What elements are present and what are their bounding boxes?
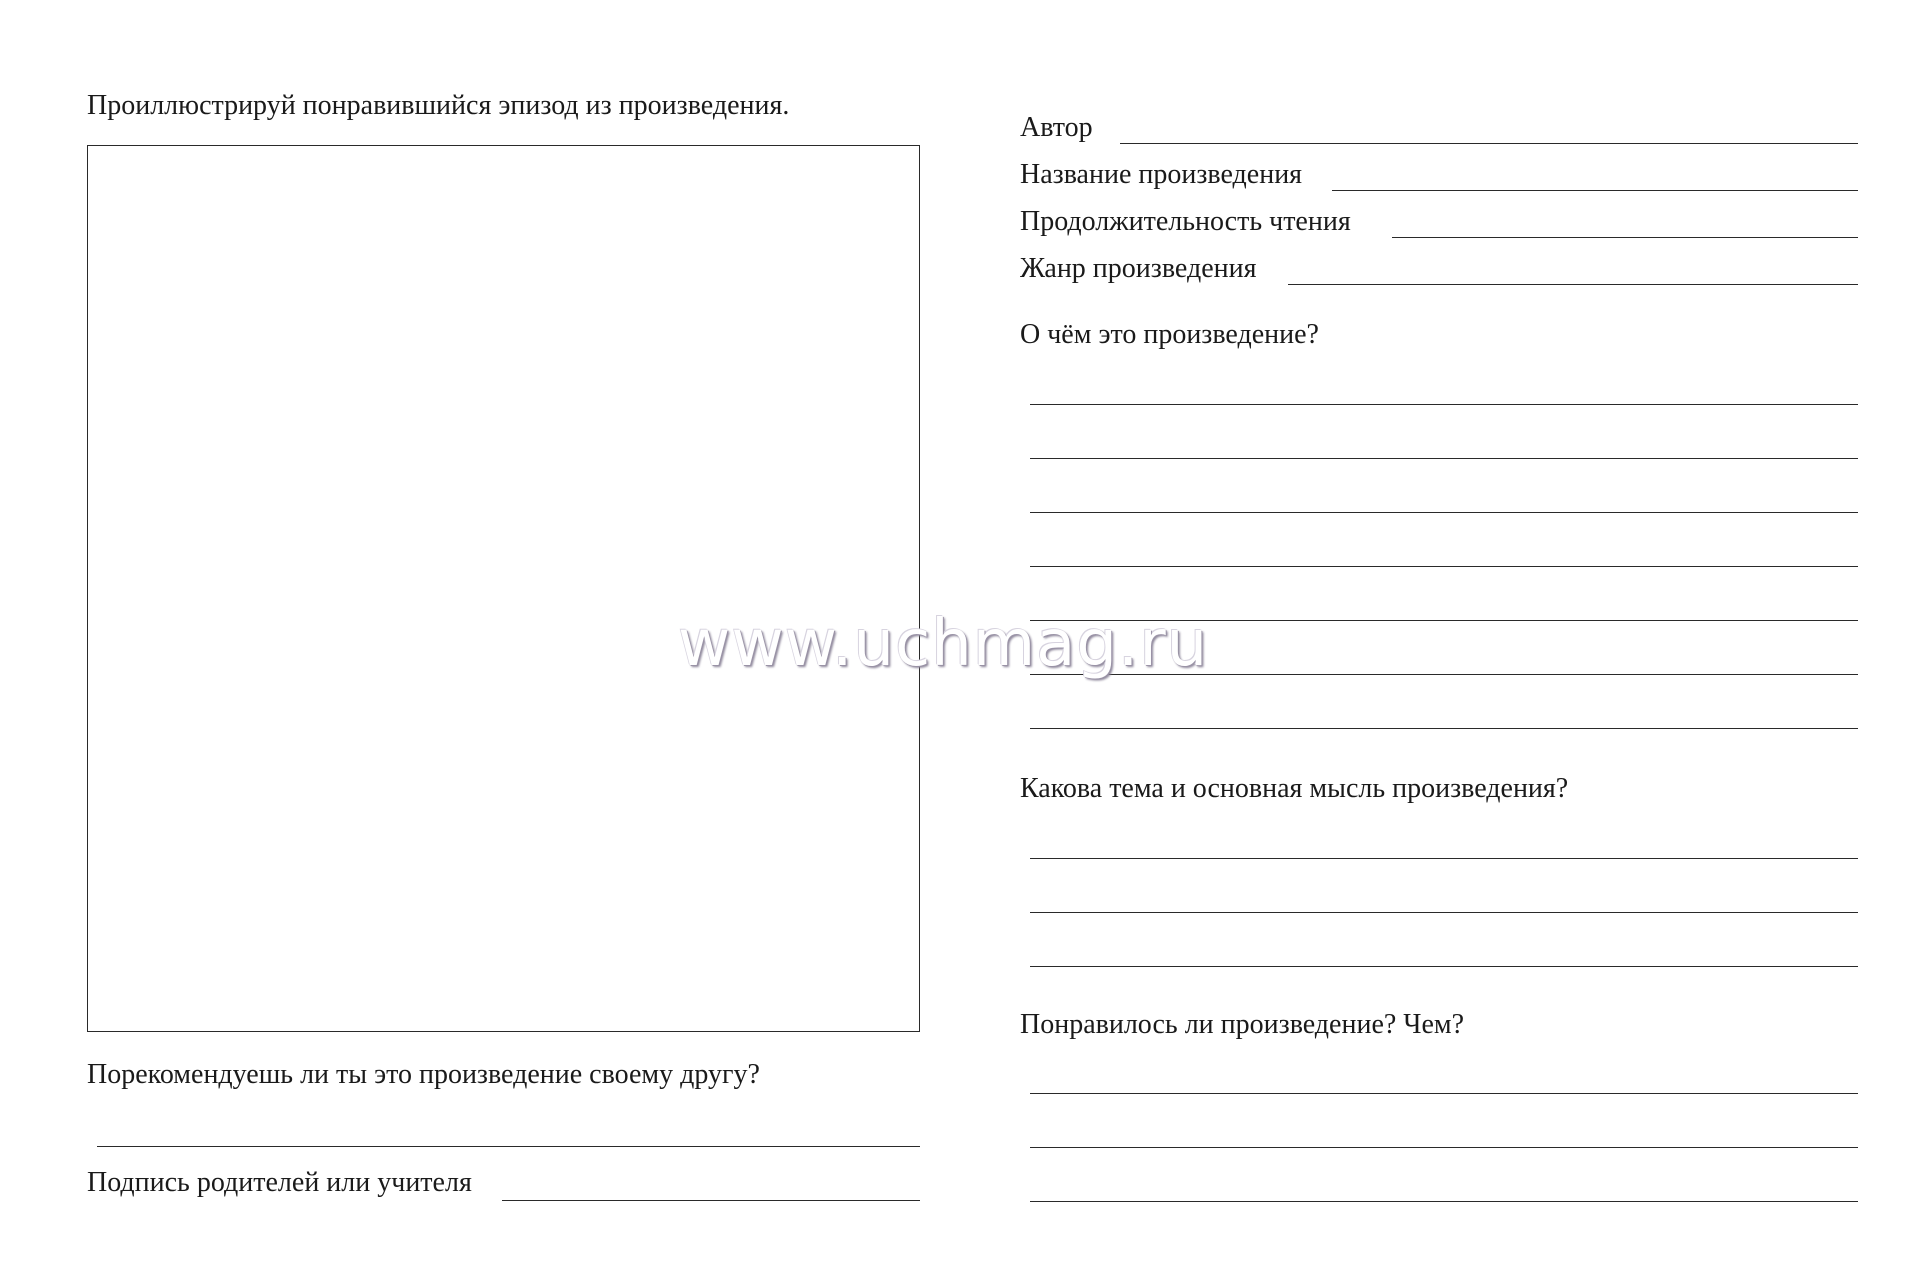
about-answer-line[interactable] xyxy=(1030,566,1858,567)
illustration-prompt: Проиллюстрируй понравившийся эпизод из произведения. xyxy=(87,90,790,121)
signature-line[interactable] xyxy=(502,1200,920,1201)
genre-label: Жанр произведения xyxy=(1020,253,1257,284)
theme-answer-line[interactable] xyxy=(1030,966,1858,967)
liked-question: Понравилось ли произведение? Чем? xyxy=(1020,1009,1465,1040)
liked-answer-line[interactable] xyxy=(1030,1201,1858,1202)
title-line[interactable] xyxy=(1332,190,1858,191)
about-answer-line[interactable] xyxy=(1030,404,1858,405)
liked-answer-line[interactable] xyxy=(1030,1147,1858,1148)
author-line[interactable] xyxy=(1120,143,1858,144)
duration-line[interactable] xyxy=(1392,237,1858,238)
genre-line[interactable] xyxy=(1288,284,1858,285)
recommend-question: Порекомендуешь ли ты это произведение своему другу? xyxy=(87,1059,760,1090)
about-answer-line[interactable] xyxy=(1030,728,1858,729)
signature-label: Подпись родителей или учителя xyxy=(87,1167,472,1198)
about-question: О чём это произведение? xyxy=(1020,319,1319,350)
about-answer-line[interactable] xyxy=(1030,512,1858,513)
author-label: Автор xyxy=(1020,112,1093,143)
about-answer-line[interactable] xyxy=(1030,458,1858,459)
recommend-answer-line[interactable] xyxy=(97,1146,920,1147)
theme-answer-line[interactable] xyxy=(1030,912,1858,913)
illustration-drawing-box[interactable] xyxy=(87,145,920,1032)
title-label: Название произведения xyxy=(1020,159,1303,190)
duration-label: Продолжительность чтения xyxy=(1020,206,1351,237)
liked-answer-line[interactable] xyxy=(1030,1093,1858,1094)
theme-answer-line[interactable] xyxy=(1030,858,1858,859)
watermark-text: www.uchmag.ru xyxy=(678,607,1209,681)
theme-question: Какова тема и основная мысль произведения? xyxy=(1020,773,1569,804)
